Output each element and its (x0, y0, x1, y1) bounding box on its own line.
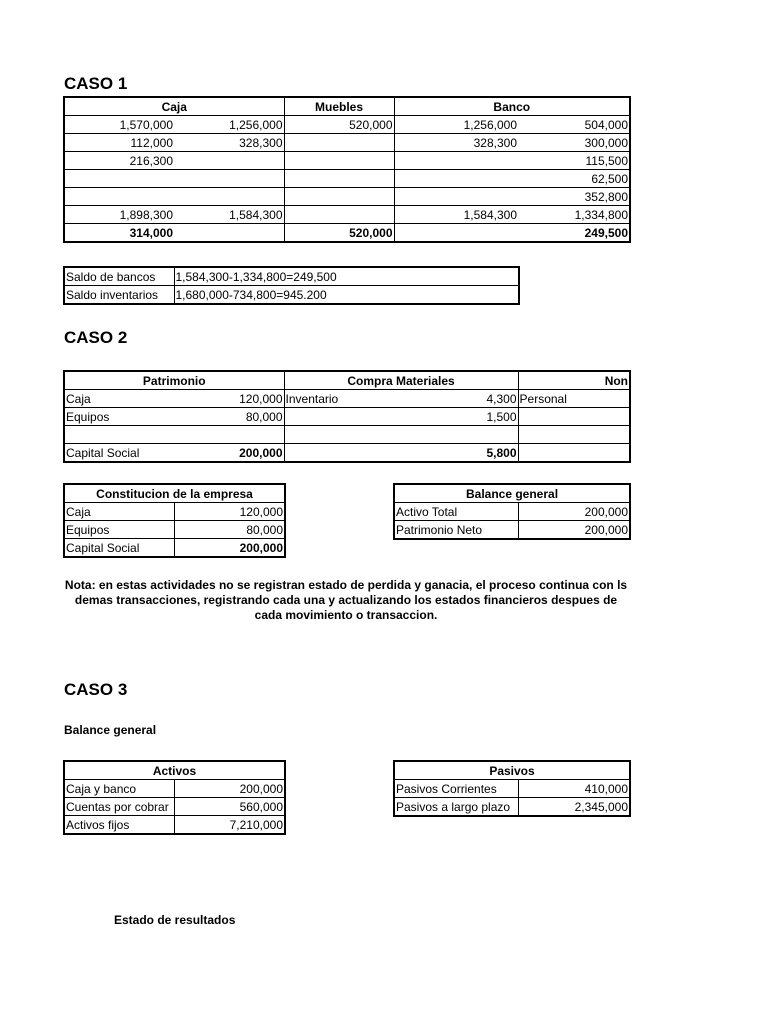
table-row (64, 152, 630, 170)
pasivo-label: Pasivos a largo plazo (396, 799, 511, 814)
caso1-title: CASO 1 (64, 74, 128, 93)
saldo-label: Saldo de bancos (64, 267, 174, 286)
table-row (64, 390, 630, 408)
table-row (64, 426, 630, 444)
nomina-label (518, 426, 630, 444)
account-label: Capital Social (66, 540, 140, 555)
patrimonio-total: 200,000 (174, 444, 284, 463)
caso1-totals-row (64, 224, 630, 243)
banco-debit: 1,256,000 (394, 116, 518, 134)
caso1-ledger-table (63, 96, 631, 243)
banco-debit (394, 152, 518, 170)
table-row (64, 503, 285, 521)
table-row (64, 188, 630, 206)
caja-credit (174, 152, 284, 170)
caso2-balance-table (393, 483, 631, 540)
banco-credit: 115,500 (518, 152, 630, 170)
table-row (64, 539, 285, 558)
estado-resultados-title: Estado de resultados (114, 913, 236, 927)
saldo-value: 1,680,000-734,800=945.200 (174, 286, 519, 305)
activos-table (63, 760, 286, 835)
table-row (394, 780, 630, 798)
table-row (64, 798, 285, 816)
account-label (64, 426, 174, 444)
caso3-title: CASO 3 (64, 680, 128, 699)
compra-value: 4,300 (394, 390, 518, 408)
banco-debit: 328,300 (394, 134, 518, 152)
pasivo-label: Pasivos Corrientes (394, 780, 518, 798)
muebles-value: 520,000 (284, 116, 394, 134)
activos-header-row (64, 761, 285, 780)
account-label: Caja (64, 390, 174, 408)
activos-title: Activos (64, 761, 285, 780)
table-row (64, 521, 285, 539)
pasivo-value: 410,000 (518, 780, 630, 798)
caja-debit: 216,300 (64, 152, 174, 170)
caso2-header-row (64, 371, 630, 390)
table-row (394, 503, 630, 521)
caja-debit: 1,898,300 (64, 206, 174, 224)
banco-credit: 352,800 (518, 188, 630, 206)
nomina-label (518, 408, 630, 426)
balance-general-title: Balance general (394, 484, 630, 503)
compra-total: 5,800 (394, 444, 518, 463)
banco-credit: 300,000 (518, 134, 630, 152)
banco-credit: 1,334,800 (518, 206, 630, 224)
constitucion-title: Constitucion de la empresa (64, 484, 285, 503)
account-label: Capital Social (64, 444, 174, 463)
caja-header: Caja (64, 97, 284, 116)
balance-header-row (394, 484, 630, 503)
nomina-header: Non (518, 371, 630, 390)
caja-debit: 1,570,000 (64, 116, 174, 134)
pasivos-header-row (394, 761, 630, 780)
account-value: 80,000 (174, 521, 285, 539)
account-value: 80,000 (174, 408, 284, 426)
patrimonio-header: Patrimonio (64, 371, 284, 390)
banco-debit: 1,584,300 (394, 206, 518, 224)
banco-total: 249,500 (518, 224, 630, 243)
compra-value (394, 426, 518, 444)
balance-label: Activo Total (394, 503, 518, 521)
table-row (64, 816, 285, 835)
account-label: Caja (64, 503, 174, 521)
table-row (64, 206, 630, 224)
caso2-note: Nota: en estas actividades no se registran estado de perdida y ganacia, el proceso continua con ls demas transacciones, registrando cada una y actualizando los estados financieros despues de cada movimiento o transaccion. (64, 578, 628, 622)
muebles-value (284, 170, 394, 188)
balance-value: 200,000 (518, 503, 630, 521)
caso2-title: CASO 2 (64, 328, 128, 347)
banco-credit: 62,500 (518, 170, 630, 188)
constitucion-header-row (64, 484, 285, 503)
caja-total: 314,000 (64, 224, 174, 243)
pasivo-value: 2,345,000 (518, 798, 630, 817)
balance-value: 200,000 (518, 521, 630, 540)
muebles-total: 520,000 (284, 224, 394, 243)
muebles-value (284, 134, 394, 152)
caja-credit: 328,300 (174, 134, 284, 152)
account-label: Equipos (64, 408, 174, 426)
muebles-value (284, 206, 394, 224)
compra-label (284, 444, 394, 463)
compra-label: Inventario (284, 390, 394, 408)
caja-debit: 112,000 (64, 134, 174, 152)
compra-label (284, 426, 394, 444)
caso1-saldos-table (63, 266, 520, 305)
caja-debit (64, 170, 174, 188)
activo-value: 200,000 (174, 780, 285, 798)
balance-label: Patrimonio Neto (396, 522, 483, 537)
banco-debit (394, 170, 518, 188)
account-value (174, 426, 284, 444)
table-row (64, 134, 630, 152)
table-row (394, 798, 630, 817)
caja-debit (64, 188, 174, 206)
banco-credit: 504,000 (518, 116, 630, 134)
compra-value: 1,500 (394, 408, 518, 426)
saldo-row (64, 267, 519, 286)
account-value: 200,000 (174, 539, 285, 558)
caja-credit: 1,584,300 (174, 206, 284, 224)
account-value: 120,000 (174, 390, 284, 408)
table-row (64, 116, 630, 134)
caso3-balance-title: Balance general (64, 723, 157, 737)
account-value: 120,000 (174, 503, 285, 521)
caja-credit (174, 170, 284, 188)
constitucion-table (63, 483, 286, 558)
pasivos-table (393, 760, 631, 817)
caso2-ledger-table (63, 370, 631, 463)
muebles-header: Muebles (284, 97, 394, 116)
nomina-label (518, 444, 630, 463)
saldo-label: Saldo inventarios (66, 287, 159, 302)
saldo-value: 1,584,300-1,334,800=249,500 (174, 267, 519, 286)
banco-header: Banco (394, 97, 630, 116)
banco-debit (394, 188, 518, 206)
table-row (64, 170, 630, 188)
caja-credit: 1,256,000 (174, 116, 284, 134)
activo-label: Caja y banco (64, 780, 174, 798)
muebles-value (284, 152, 394, 170)
account-label: Equipos (64, 521, 174, 539)
activo-label: Activos fijos (66, 817, 130, 832)
compra-label (284, 408, 394, 426)
table-row (64, 408, 630, 426)
caso1-header-row (64, 97, 630, 116)
pasivos-title: Pasivos (394, 761, 630, 780)
caja-credit (174, 188, 284, 206)
saldo-row (64, 286, 519, 305)
nomina-label: Personal (518, 390, 630, 408)
muebles-value (284, 188, 394, 206)
activo-label: Cuentas por cobrar (64, 798, 174, 816)
table-row (394, 521, 630, 540)
table-row (64, 780, 285, 798)
caso2-totals-row (64, 444, 630, 463)
activo-value: 560,000 (174, 798, 285, 816)
compra-materiales-header: Compra Materiales (284, 371, 518, 390)
activo-value: 7,210,000 (174, 816, 285, 835)
